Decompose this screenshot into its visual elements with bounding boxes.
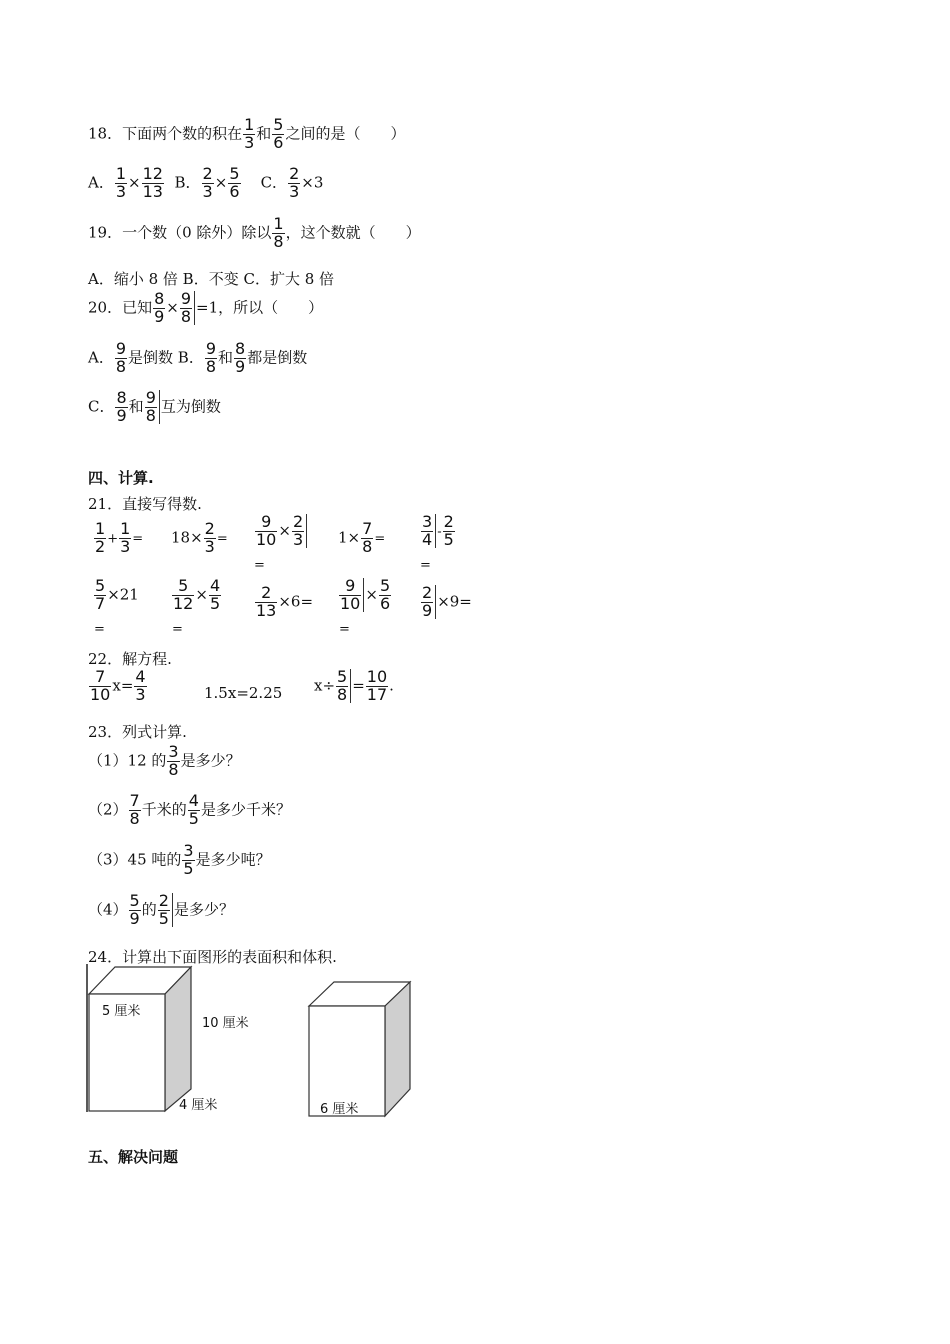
fraction: $\frac{2}{3}$ (289, 164, 300, 201)
fraction: $\frac{2}{3}$ (292, 512, 304, 549)
fraction: $\frac{1}{3}$ (115, 164, 127, 201)
q23-part-4: （4） $\frac{5}{9}$ 的 $\frac{2}{5}$ 是多少？ (88, 891, 234, 928)
fraction: $\frac{5}{8}$ (337, 667, 348, 704)
fraction-1-8: $\frac{1}{8}$ (273, 214, 284, 251)
q21-item-3: $\frac{9}{10}$ × $\frac{2}{3}$ (254, 514, 308, 549)
q21-item-5-equals: = (420, 558, 431, 573)
fraction: $\frac{4}{5}$ (188, 791, 199, 828)
q22-title: 22．解方程. (88, 650, 172, 668)
cuboid-depth-label: 4 厘米 (179, 1098, 218, 1113)
q22-equation-3: x÷ $\frac{5}{8}$ = $\frac{10}{17}$ . (314, 667, 394, 704)
fraction: $\frac{1}{3}$ (120, 519, 131, 556)
fraction: $\frac{4}{3}$ (135, 667, 146, 704)
q19-options: A．缩小 8 倍 B．不变 C．扩大 8 倍 (88, 270, 335, 288)
cursor-bar (172, 893, 173, 927)
fraction: $\frac{7}{8}$ (362, 519, 373, 556)
cube-front-face (309, 1006, 385, 1116)
cube-figure (300, 976, 415, 1118)
fraction: $\frac{3}{5}$ (183, 841, 194, 878)
fraction: $\frac{4}{5}$ (209, 576, 221, 613)
q20-stem: 20．已知 $\frac{8}{9}$ × $\frac{9}{8}$ =1，所以（ ） (88, 289, 324, 326)
q23-part-1: （1）12 的 $\frac{3}{8}$ 是多少？ (88, 742, 241, 779)
fraction: $\frac{8}{9}$ (116, 388, 127, 425)
q21-item-5: $\frac{3}{4}$ - $\frac{2}{5}$ (422, 512, 454, 549)
fraction: $\frac{5}{6}$ (379, 576, 391, 613)
cuboid-figure (84, 964, 264, 1114)
fraction: $\frac{9}{8}$ (145, 388, 156, 425)
q22-equation-1: $\frac{7}{10}$ x= $\frac{4}{3}$ (90, 667, 146, 704)
fraction: $\frac{2}{3}$ (204, 519, 215, 556)
q21-item-6: $\frac{5}{7}$ ×21 (95, 576, 139, 613)
fraction: $\frac{2}{3}$ (202, 164, 213, 201)
cube-side-face (385, 982, 410, 1116)
q21-item-2: 18× $\frac{2}{3}$ = (171, 519, 228, 556)
fraction: $\frac{2}{13}$ (256, 583, 277, 620)
fraction: $\frac{5}{12}$ (173, 576, 194, 613)
q21-item-8: $\frac{2}{13}$ ×6= (256, 583, 314, 620)
fraction: $\frac{5}{7}$ (95, 576, 106, 613)
fraction: $\frac{8}{9}$ (235, 339, 246, 376)
q23-title: 23．列式计算. (88, 723, 187, 741)
fraction: $\frac{8}{9}$ (154, 289, 165, 326)
q24-title: 24．计算出下面图形的表面积和体积. (88, 948, 337, 966)
cursor-bar (194, 291, 195, 325)
cuboid-height-label: 10 厘米 (202, 1016, 249, 1031)
fraction: $\frac{1}{2}$ (95, 519, 106, 556)
fraction: $\frac{9}{8}$ (115, 339, 127, 376)
fraction: $\frac{9}{8}$ (205, 339, 217, 376)
q21-item-9-equals: = (339, 622, 350, 637)
q21-item-4: 1× $\frac{7}{8}$ = (338, 519, 386, 556)
fraction: $\frac{9}{10}$ (256, 512, 277, 549)
fraction: $\frac{2}{9}$ (422, 583, 433, 620)
q21-item-10: $\frac{2}{9}$ ×9= (422, 583, 472, 620)
cube-edge-label: 6 厘米 (320, 1102, 359, 1117)
q19-stem: 19．一个数（0 除外）除以 $\frac{1}{8}$ ，这个数就（ ） (88, 214, 421, 251)
q23-part-2: （2） $\frac{7}{8}$ 千米的 $\frac{4}{5}$ 是多少千米？ (88, 791, 291, 828)
cursor-bar (159, 390, 160, 424)
fraction: $\frac{3}{8}$ (168, 742, 179, 779)
q21-item-6-equals: = (94, 622, 105, 637)
q18-stem: 18．下面两个数的积在 $\frac{1}{3}$ 和 $\frac{5}{6}$ 之间的是（ ） (88, 115, 406, 152)
cursor-bar (306, 514, 307, 548)
q18-options: A． $\frac{1}{3}$ × $\frac{12}{13}$ B． $\frac{2}{3}$ × $\frac{5}{6}$ C． $\frac{2}{3}$ ×3 (88, 164, 324, 201)
fraction: $\frac{2}{5}$ (158, 891, 169, 928)
fraction: $\frac{7}{8}$ (129, 791, 140, 828)
q20-option-c: C． $\frac{8}{9}$ 和 $\frac{9}{8}$ 互为倒数 (88, 388, 221, 425)
q21-item-7: $\frac{5}{12}$ × $\frac{4}{5}$ (173, 576, 221, 613)
fraction: $\frac{9}{10}$ (340, 576, 361, 613)
q23-part-3: （3）45 吨的 $\frac{3}{5}$ 是多少吨？ (88, 841, 271, 878)
fraction: $\frac{9}{8}$ (180, 289, 192, 326)
fraction: $\frac{10}{17}$ (366, 667, 388, 704)
fraction-5-6: $\frac{5}{6}$ (273, 115, 284, 152)
fraction: $\frac{2}{5}$ (443, 512, 454, 549)
fraction: $\frac{5}{6}$ (229, 164, 240, 201)
fraction: $\frac{3}{4}$ (422, 512, 433, 549)
section-4-heading: 四、计算. (88, 469, 154, 487)
q21-item-7-equals: = (172, 622, 183, 637)
fraction: $\frac{7}{10}$ (90, 667, 111, 704)
q20-option-a-b: A． $\frac{9}{8}$ 是倒数 B． $\frac{9}{8}$ 和 $\frac{8}{9}$ 都是倒数 (88, 339, 308, 376)
section-5-heading: 五、解决问题 (88, 1148, 179, 1166)
q21-item-3-equals: = (254, 558, 265, 573)
q21-item-1: $\frac{1}{2}$ + $\frac{1}{3}$ = (95, 519, 144, 556)
fraction: $\frac{12}{13}$ (142, 164, 163, 201)
fraction: $\frac{5}{9}$ (129, 891, 140, 928)
q21-title: 21．直接写得数. (88, 495, 202, 513)
q22-equation-2: 1.5x=2.25 (204, 684, 283, 702)
q21-item-9: $\frac{9}{10}$ × $\frac{5}{6}$ (340, 576, 391, 613)
fraction-1-3: $\frac{1}{3}$ (244, 115, 255, 152)
cuboid-width-label: 5 厘米 (102, 1004, 141, 1019)
